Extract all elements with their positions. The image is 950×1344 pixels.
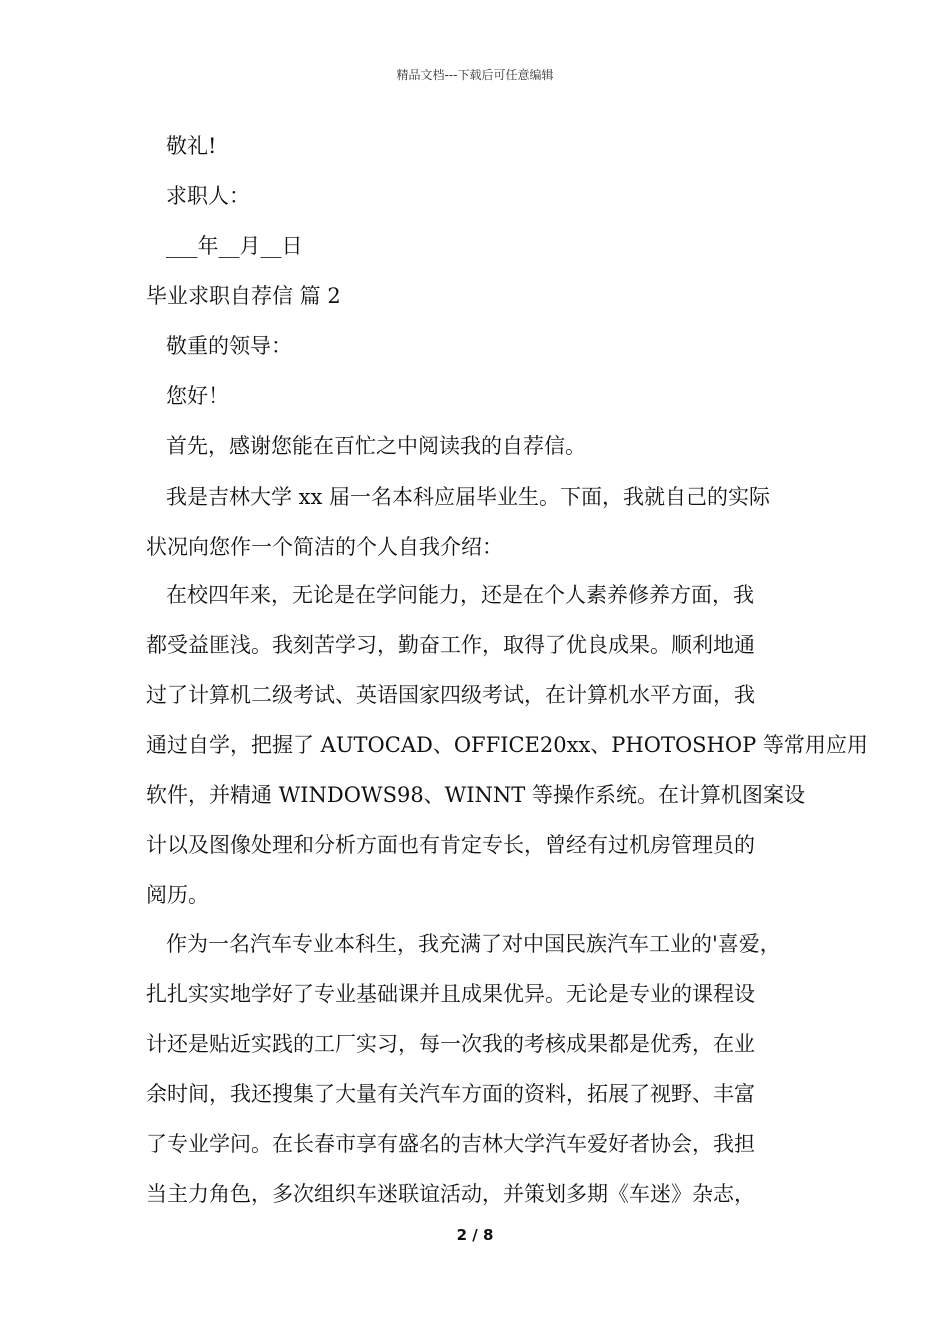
greeting: 您好！ xyxy=(166,384,229,408)
paragraph-line: 都受益匪浅。我刻苦学习，勤奋工作，取得了优良成果。顺利地通 xyxy=(146,633,755,657)
page-number: 2 / 8 xyxy=(456,1226,494,1244)
closing-salutation: 敬礼! xyxy=(166,134,217,158)
paragraph-line: 软件，并精通 WINDOWS98、WINNT 等操作系统。在计算机图案设 xyxy=(146,783,805,807)
paragraph-line: 了专业学问。在长春市享有盛名的吉林大学汽车爱好者协会，我担 xyxy=(146,1132,755,1156)
paragraph-line: 计还是贴近实践的工厂实习，每一次我的考核成果都是优秀，在业 xyxy=(146,1032,755,1056)
paragraph-line: 首先，感谢您能在百忙之中阅读我的自荐信。 xyxy=(166,434,586,458)
paragraph-line: 过了计算机二级考试、英语国家四级考试，在计算机水平方面，我 xyxy=(146,683,755,707)
paragraph-line: 当主力角色，多次组织车迷联谊活动，并策划多期《车迷》杂志， xyxy=(146,1182,755,1206)
paragraph-line: 状况向您作一个简洁的个人自我介绍： xyxy=(146,535,503,559)
paragraph-line: 我是吉林大学 xx 届一名本科应届毕业生。下面，我就自己的实际 xyxy=(166,485,771,509)
section-heading: 毕业求职自荐信 篇 2 xyxy=(146,284,341,308)
paragraph-line: 作为一名汽车专业本科生，我充满了对中国民族汽车工业的'喜爱， xyxy=(166,932,781,956)
applicant-label: 求职人： xyxy=(166,184,250,208)
page-header: 精品文档---下载后可任意编辑 xyxy=(396,68,554,82)
salutation: 敬重的领导： xyxy=(166,334,292,358)
paragraph-line: 计以及图像处理和分析方面也有肯定专长，曾经有过机房管理员的 xyxy=(146,833,755,857)
paragraph-line: 通过自学，把握了 AUTOCAD、OFFICE20xx、PHOTOSHOP 等常用应用 xyxy=(146,733,868,757)
paragraph-line: 扎扎实实地学好了专业基础课并且成果优异。无论是专业的课程设 xyxy=(146,982,755,1006)
paragraph-line: 阅历。 xyxy=(146,883,209,907)
paragraph-line: 余时间，我还搜集了大量有关汽车方面的资料，拓展了视野、丰富 xyxy=(146,1082,755,1106)
date-line: ___年__月__日 xyxy=(166,234,303,258)
paragraph-line: 在校四年来，无论是在学问能力，还是在个人素养修养方面，我 xyxy=(166,583,754,607)
